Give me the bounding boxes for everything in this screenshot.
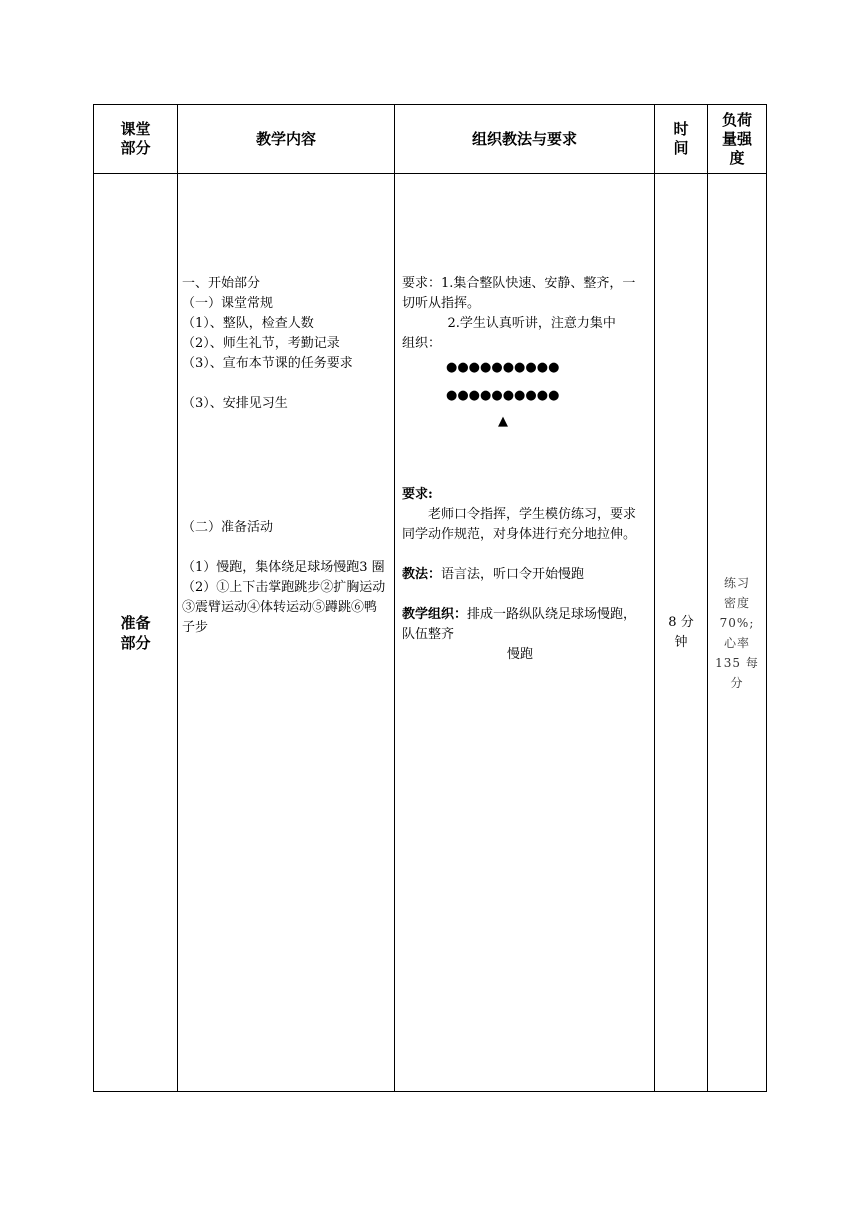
time-line1: 8 分 — [668, 614, 694, 630]
teaching-org-text: 排成一路纵队绕足球场慢跑，队伍整齐 — [402, 607, 637, 642]
requirement-text: 老师口令指挥，学生模仿练习，要求同学动作规范，对身体进行充分地拉伸。 — [402, 507, 637, 542]
prep-row — [94, 174, 767, 1092]
start-title: 一、开始部分 — [182, 276, 261, 291]
teaching-method-line — [402, 565, 648, 585]
time-cell — [655, 174, 708, 1092]
warmup-title: （二）准备活动 — [182, 520, 274, 535]
warmup-block — [178, 518, 394, 638]
load-line3: 70%; — [719, 615, 755, 630]
teaching-method-label: 教法： — [402, 567, 442, 582]
routine-item-1: （1）、整队，检查人数 — [182, 316, 314, 331]
method-cell — [395, 174, 655, 1092]
requirement-label: 要求: — [402, 487, 433, 502]
header-section — [94, 105, 178, 174]
section-name-cell — [94, 174, 178, 1092]
content-cell — [178, 174, 395, 1092]
load-line1: 练习 — [723, 575, 750, 590]
method-block-2 — [395, 485, 654, 665]
routine-item-2: （2）、师生礼节，考勤记录 — [182, 336, 340, 351]
header-row — [94, 105, 767, 174]
load-cell — [708, 174, 767, 1092]
header-time — [655, 105, 708, 174]
teacher-position-icon: ▲ — [498, 414, 508, 429]
teaching-method-text: 语言法，听口令开始慢跑 — [441, 567, 585, 582]
header-load-line3: 度 — [729, 148, 745, 167]
routine-title: （一）课堂常规 — [182, 296, 274, 311]
section-name-line1: 准备 — [120, 613, 151, 632]
time-line2: 钟 — [674, 634, 688, 650]
method-block-1 — [395, 274, 654, 432]
student-formation-row-1: ●●●●●●●●●● — [446, 360, 560, 375]
jog-label: 慢跑 — [507, 647, 534, 662]
organization-label: 组织： — [402, 336, 442, 351]
load-line6: 分 — [730, 675, 744, 690]
section-name-line2: 部分 — [120, 633, 151, 652]
warmup-jog: （1）慢跑，集体绕足球场慢跑3 圈 — [182, 560, 385, 575]
requirement-2: 2.学生认真听讲，注意力集中 — [447, 316, 616, 331]
warmup-exercises: （2）①上下击掌跑跳步②扩胸运动③震臂运动④体转运动⑤蹲跳⑥鸭子步 — [182, 580, 386, 635]
lesson-plan-table — [93, 104, 767, 1092]
header-load-line2: 量强 — [721, 129, 752, 148]
load-line2: 密度 — [723, 595, 750, 610]
header-time-line2: 间 — [673, 139, 689, 157]
start-part-block — [178, 274, 394, 414]
teaching-org-line — [402, 605, 648, 645]
header-section-line1: 课堂 — [120, 120, 151, 138]
teaching-org-label: 教学组织： — [402, 607, 468, 622]
header-time-line1: 时 — [673, 120, 689, 138]
requirement-1: 要求：1.集合整队快速、安静、整齐，一切听从指挥。 — [402, 276, 636, 311]
load-line5: 135 每 — [715, 655, 759, 670]
header-load-line1: 负荷 — [721, 110, 752, 129]
student-formation-row-2: ●●●●●●●●●● — [446, 388, 560, 403]
header-method: 组织教法与要求 — [395, 105, 655, 174]
header-content: 教学内容 — [178, 105, 395, 174]
routine-item-3: （3）、宣布本节课的任务要求 — [182, 356, 353, 371]
header-section-line2: 部分 — [120, 139, 151, 157]
load-line4: 心率 — [723, 635, 750, 650]
header-load — [708, 105, 767, 174]
routine-item-4: （3）、安排见习生 — [182, 396, 288, 411]
